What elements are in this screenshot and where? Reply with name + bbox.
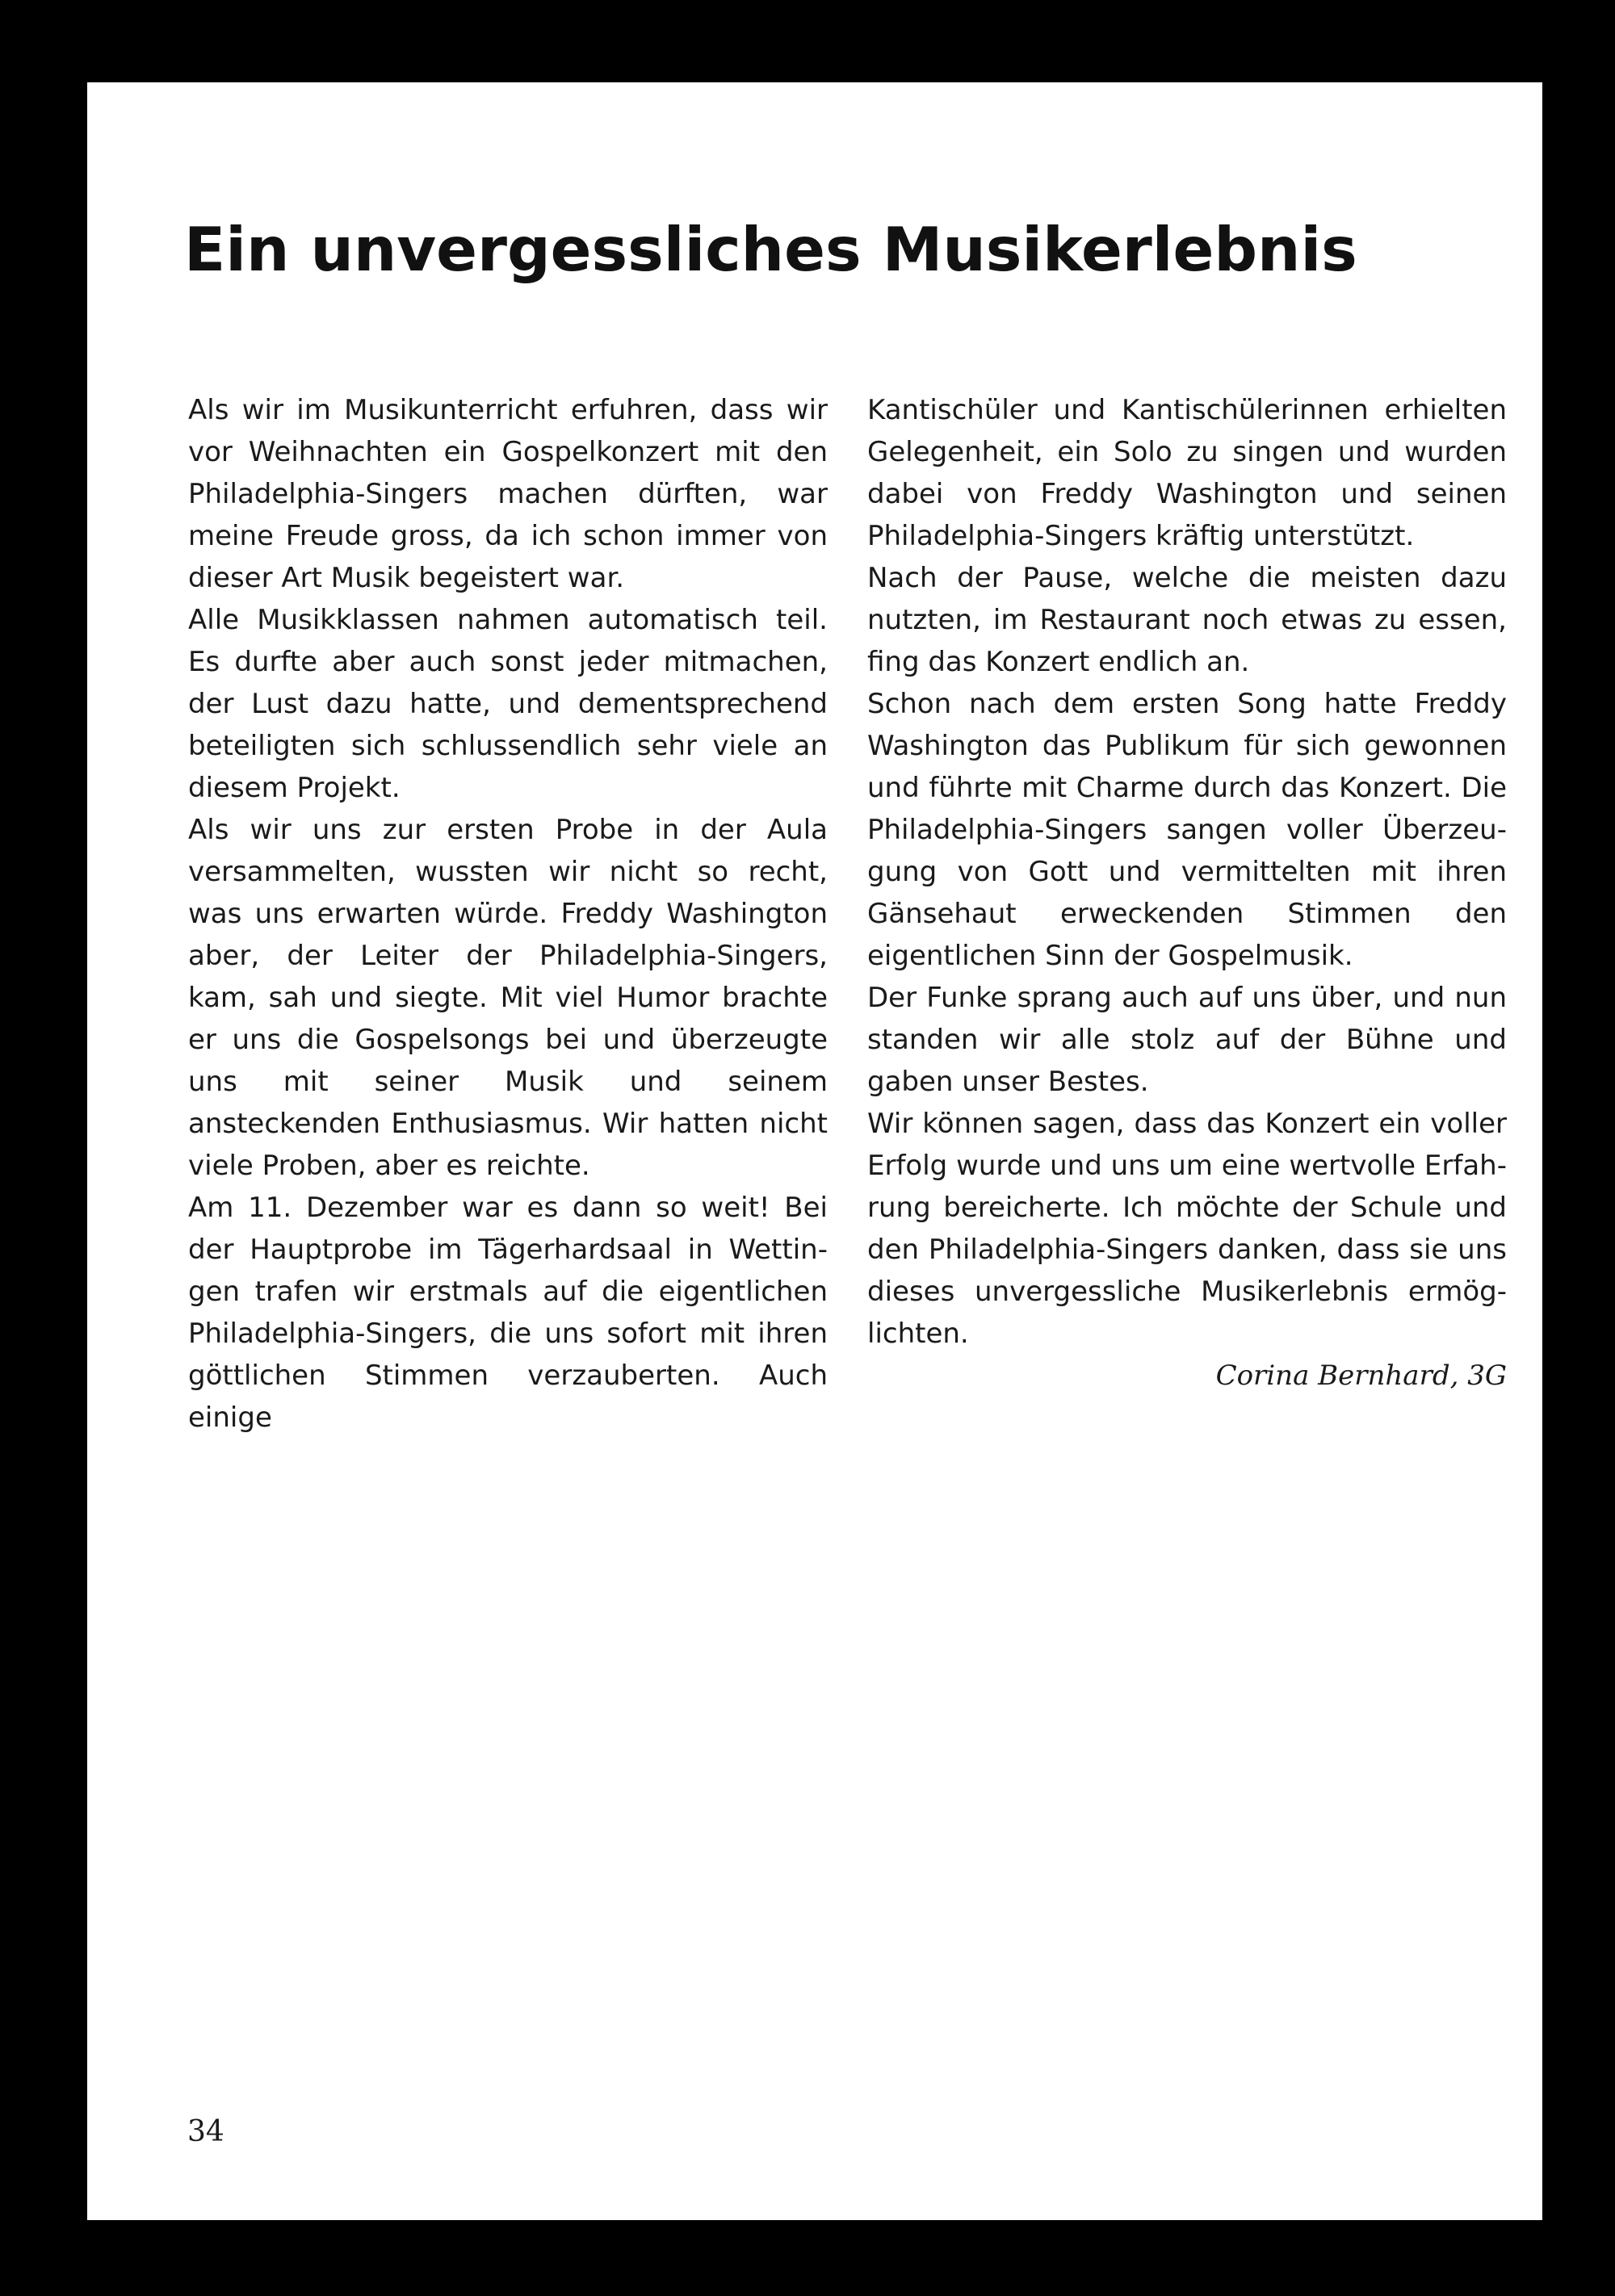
paragraph: Wir können sagen, dass das Konzert ein voller Erfolg wurde und uns um eine wertvolle Erfahrung bereicherte. Ich möchte der Schule und den Philadelphia-Singers danken, dass sie uns dieses unvergessliche Musikerlebnis ermöglichten. <box>867 1108 1508 1350</box>
paragraph: Schon nach dem ersten Song hatte Freddy Washington das Publikum für sich gewonnen und führte mit Charme durch das Konzert. Die Philadelphia-Singers sangen voller Überzeugung von Gott und vermittelten mit ihren Gänsehaut erweckenden Stimmen den eigentlichen Sinn der Gospelmusik. <box>867 688 1507 972</box>
paragraph: Alle Musikklassen nahmen automatisch teil. Es durfte aber auch sonst jeder mitmachen, der Lust dazu hatte, und dementsprechend beteiligten sich schlussendlich sehr viele an diesem Projekt. <box>188 604 828 804</box>
page-number: 34 <box>187 2115 224 2148</box>
paragraph: Der Funke sprang auch auf uns über, und nun standen wir alle stolz auf der Bühne und gaben unser Bestes. <box>867 982 1507 1098</box>
left-column <box>188 389 828 1439</box>
paragraph: Als wir im Musikunterricht erfuhren, dass wir vor Weihnachten ein Gospelkonzert mit den Philadelphia-Singers machen dürften, war meine Freude gross, da ich schon immer von dieser Art Musik begeistert war. <box>188 394 828 594</box>
author-byline: Corina Bernhard, 3G <box>1215 1360 1507 1392</box>
paragraph: Kantischüler und Kantischülerinnen erhielten Gelegenheit, ein Solo zu singen und wurden dabei von Freddy Washington und seinen Philadelphia-Singers kräftig unterstützt. <box>867 394 1507 552</box>
right-column <box>867 389 1507 1397</box>
document-page <box>87 82 1542 2220</box>
paragraph: Am 11. Dezember war es dann so weit! Bei der Hauptprobe im Tägerhardsaal in Wettingen trafen wir erstmals auf die eigentlichen Philadelphia-Singers, die uns sofort mit ihren göttlichen Stimmen verzauberten. Auch einige <box>188 1192 828 1434</box>
paragraph: Als wir uns zur ersten Probe in der Aula versammelten, wussten wir nicht so recht, was uns erwarten würde. Freddy Washington aber, der Leiter der Philadelphia-Singers, kam, sah und siegte. Mit viel Humor brachte er uns die Gospelsongs bei und überzeugte uns mit seiner Musik und seinem ansteckenden Enthusiasmus. Wir hatten nicht viele Proben, aber es reichte. <box>188 814 828 1182</box>
paragraph: Nach der Pause, welche die meisten dazu nutzten, im Restaurant noch etwas zu essen, fing das Konzert endlich an. <box>867 562 1507 678</box>
article-title: Ein unvergessliches Musikerlebnis <box>184 214 1357 285</box>
